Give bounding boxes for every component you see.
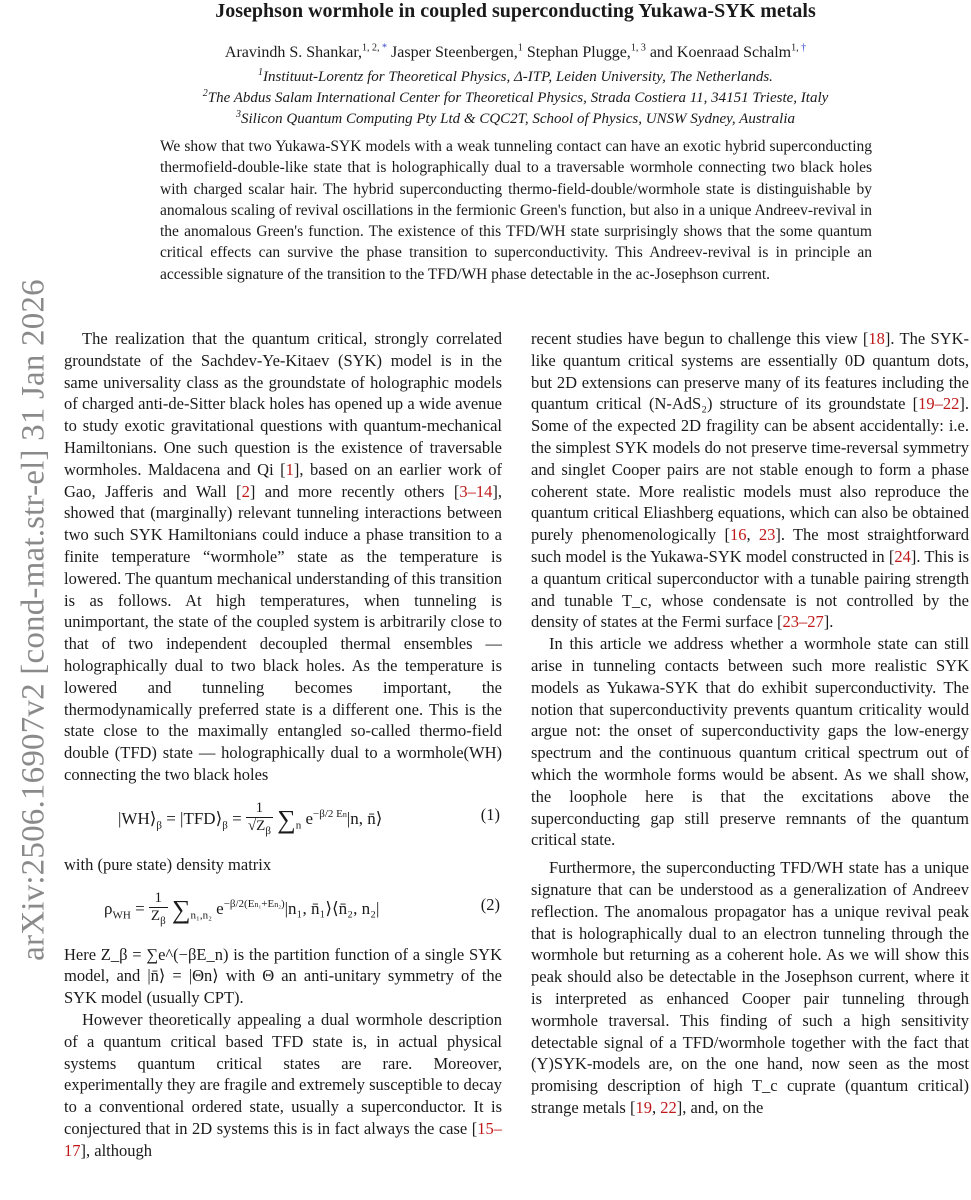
eq-term: |n₁, n̄₁⟩⟨n̄₂, n₂| (284, 898, 380, 918)
text: ], showed that (marginally) relevant tunneling interactions between two such SYK Hamiltonians could induce a phase transition to a finite temperature “wormhole” state as the temperature is lowered. The quantum mechanical understanding of this transition is as follows. At high temperatures, when tunneling is unimportant, the state of the coupled system is arbitrarily close to that of two independent decoupled thermal ensembles — holographically dual to two black holes. As the temperature is lowered and tunneling becomes important, the thermodynamically preferred state is a different one. This is the state close to the maximally entangled so-called thermo-field double (TFD) state — holographically dual to a wormhole(WH) connecting the two black holes (64, 481, 502, 784)
eq-exponent (313, 808, 347, 820)
eq-term: |WH⟩ (118, 808, 157, 828)
eq-term: −β/2(E (223, 897, 255, 910)
citation-link[interactable]: 16 (729, 525, 747, 545)
citation-link[interactable]: 15–17 (64, 1118, 502, 1160)
affil-marker: 1, 3 (630, 42, 646, 54)
sum-symbol: ∑ (171, 894, 191, 924)
right-column (531, 328, 969, 1119)
citation-link[interactable]: 23 (758, 525, 776, 545)
eq-term: e (211, 898, 224, 918)
author-list (60, 44, 971, 62)
eq-term: ) (280, 897, 285, 910)
citation-link[interactable]: 2 (241, 481, 250, 501)
eq-sub: n (295, 819, 302, 832)
paragraph: Here Z_β = ∑e^(−βE_n) is the partition function of a single SYK model, and |n̄⟩ = |Θn⟩ with Θ an anti-unitary symmetry of the SYK model (usually CPT). (64, 944, 502, 1008)
text: recent studies have begun to challenge this view [ (531, 329, 869, 348)
paragraph: with (pure state) density matrix (64, 854, 272, 874)
affil-number: 1 (258, 67, 264, 78)
affil-marker: 1 (517, 42, 523, 54)
eq-term: e (301, 808, 314, 828)
footnote-link[interactable]: * (382, 42, 388, 54)
text: ]. This is a quantum critical superconductor with a tunable pairing strength and tunable T_c, whose condensate is not controlled by the density of states at the Fermi surface [ (531, 546, 969, 632)
paragraph (64, 1009, 502, 1162)
eq-term: = |TFD⟩ (161, 808, 223, 828)
eq-sub: β (222, 819, 228, 832)
footnote-link[interactable]: † (801, 42, 807, 54)
citation-link[interactable]: 23–27 (782, 612, 824, 632)
text: , (746, 525, 759, 545)
eq-exponent (224, 898, 285, 910)
affil-marker: 1, (791, 42, 802, 54)
abstract: We show that two Yukawa-SYK models with a weak tunneling contact can have an exotic hybrid superconducting thermofield-double-like state that is holographically dual to a traversable wormhole connecting two black holes with charged scalar hair. The hybrid superconducting thermo-field-double/wormhole state is distinguishable by anomalous scaling of revival oscillations in the fermionic Green's function, but also in a unique Andreev-revival in the anomalous Green's function. The existence of this TFD/WH state surprisingly shows that the some quantum critical effects can survive the phase transition to superconductivity. This Andreev-revival is in principle an accessible signature of the transition to the TFD/WH phase detectable in the ac-Josephson current. (160, 138, 872, 283)
eq-term: = (227, 808, 246, 828)
paragraph: In this article we address whether a wormhole state can still arise in tunneling contacts between such more realistic SYK models as Yukawa-SYK that do exhibit superconductivity. The notion that superconductivity prevents quantum criticality would argue not: the onset of superconductivity gaps the low-energy spectrum and the continuous quantum critical spectrum out of which the wormhole forms would be absent. As we shall show, the loophole here is that the excitations above the superconducting gap still preserve remnants of the quantum critical state. (531, 634, 969, 850)
affiliation (60, 67, 971, 88)
fraction (246, 800, 273, 840)
text: Furthermore, the superconducting TFD/WH state has a unique signature that can be understood as a generalization of Andreev reflection. The anomalous propagator has a unique revival peak that is holographically dual to an electron tunneling through the wormhole but returning as a coherent hole. As we will show this peak should also be detectable in the Josephson current, where it is interpreted as enhanced Cooper pair tunneling through wormhole traversal. This finding of such a high sensitivity detectable signal of a TFD/wormhole together with the fact that (Y)SYK-models are, on the one hand, now seen as the most promising description of high T_c cuprate (quantum critical) strange metals [ (531, 858, 969, 1117)
eq-term: |n, n̄⟩ (346, 808, 383, 828)
paper-title: Josephson wormhole in coupled superconducting Yukawa-SYK metals (215, 0, 816, 22)
eq-sub: WH (112, 908, 131, 921)
eq-term: √Z (247, 817, 266, 834)
affil-text: Silicon Quantum Computing Pty Ltd & CQC2T, School of Physics, UNSW Sydney, Australia (240, 111, 795, 127)
affil-number: 3 (235, 109, 241, 120)
eq-sub: n₁ (254, 899, 262, 909)
text: ], although (80, 1140, 152, 1160)
eq-sub: β (156, 819, 162, 832)
sum-symbol: ∑ (277, 804, 296, 834)
denominator (246, 818, 273, 840)
affiliations (60, 67, 971, 130)
eq-term: Z (150, 907, 161, 924)
affil-text: Instituut-Lorentz for Theoretical Physics, Δ-ITP, Leiden University, The Netherlands. (263, 69, 773, 85)
eq-sub: n₁,n₂ (190, 908, 212, 921)
eq-sub: β (265, 824, 271, 837)
author-name: Jasper Steenbergen, (391, 44, 518, 61)
fraction (149, 890, 168, 930)
equation-number: (2) (480, 894, 500, 914)
author-name: Aravindh S. Shankar, (224, 44, 363, 61)
text: ]. The most straightforward such model is the Yukawa-SYK model constructed in [ (531, 525, 969, 566)
eq-term: +E (261, 897, 275, 910)
citation-link[interactable]: 18 (868, 329, 885, 348)
equation-2 (64, 880, 502, 940)
affiliation (60, 109, 971, 130)
text: ]. The SYK-like quantum critical systems are essentially 0D quantum dots, but 2D extensions can preserve many of its features including the quantum critical (N-AdS₂) structure of its groundstate [ (531, 329, 969, 414)
eq-term: −β/2 E (313, 807, 343, 820)
citation-link[interactable]: 1 (285, 459, 294, 479)
numerator: 1 (246, 800, 273, 818)
affil-marker: 1, 2, (362, 42, 383, 54)
paragraph (64, 328, 502, 786)
text: ]. Some of the expected 2D fragility can be absent accidentally: i.e. the simplest SYK models do not preserve time-reversal symmetry and singlet Cooper pairs are not stable enough to form a phase coherent state. More realistic models must also reproduce the quantum critical Eliashberg equations, which can also be obtained purely phenomenologically [ (531, 394, 969, 545)
eq-sub: n₂ (274, 899, 281, 909)
eq-sub: β (160, 914, 166, 927)
affiliation (60, 88, 971, 109)
affil-number: 2 (202, 88, 208, 99)
numerator: 1 (149, 890, 168, 908)
citation-link[interactable]: 22 (660, 1097, 677, 1117)
equation-body (118, 800, 382, 840)
eq-term: = (130, 898, 149, 918)
text: ], based on an earlier work of Gao, Jafferis and Wall [ (64, 459, 503, 501)
text: ]. (823, 612, 834, 632)
affil-text: The Abdus Salam International Center for Theoretical Physics, Strada Costiera 11, 34151 Trieste, Italy (207, 90, 829, 106)
eq-term: ρ (104, 898, 113, 918)
left-column (64, 328, 502, 1162)
paragraph (531, 857, 969, 1119)
equation-body (104, 890, 379, 930)
author-name: and Koenraad Schalm (649, 44, 792, 61)
citation-link[interactable]: 24 (894, 546, 911, 566)
citation-link[interactable]: 19–22 (918, 394, 960, 414)
text: However theoretically appealing a dual wormhole description of a quantum critical based TFD state is, in actual physical systems quantum critical states are rare. Moreover, experimentally they are fragile and extremely susceptible to decay to a conventional ordered state, usually a superconductor. It is conjectured that in 2D systems this is in fact always the case [ (64, 1009, 502, 1138)
eq-sub: n (342, 809, 347, 819)
citation-link[interactable]: 3–14 (459, 481, 493, 501)
text: ], and, on the (676, 1097, 764, 1117)
author-name: Stephan Plugge, (526, 44, 631, 61)
paragraph (531, 328, 969, 633)
citation-link[interactable]: 19 (635, 1097, 652, 1117)
denominator (149, 908, 168, 930)
equation-number: (1) (480, 804, 500, 824)
arxiv-identifier: arXiv:2506.16907v2 [cond-mat.str-el] 31 Jan 2026 (15, 279, 52, 961)
text: , (651, 1097, 661, 1117)
equation-1 (64, 790, 502, 850)
text: ] and more recently others [ (249, 481, 460, 501)
text: The realization that the quantum critical, strongly correlated groundstate of the Sachdev-Ye-Kitaev (SYK) model is in the same universality class as the groundstate of holographic models of charged anti-de-Sitter black holes has opened up a wide avenue to study exotic gravitational questions with quantum-mechanical Hamiltonians. One such question is the existence of traversable wormholes. Maldacena and Qi [ (64, 329, 502, 479)
